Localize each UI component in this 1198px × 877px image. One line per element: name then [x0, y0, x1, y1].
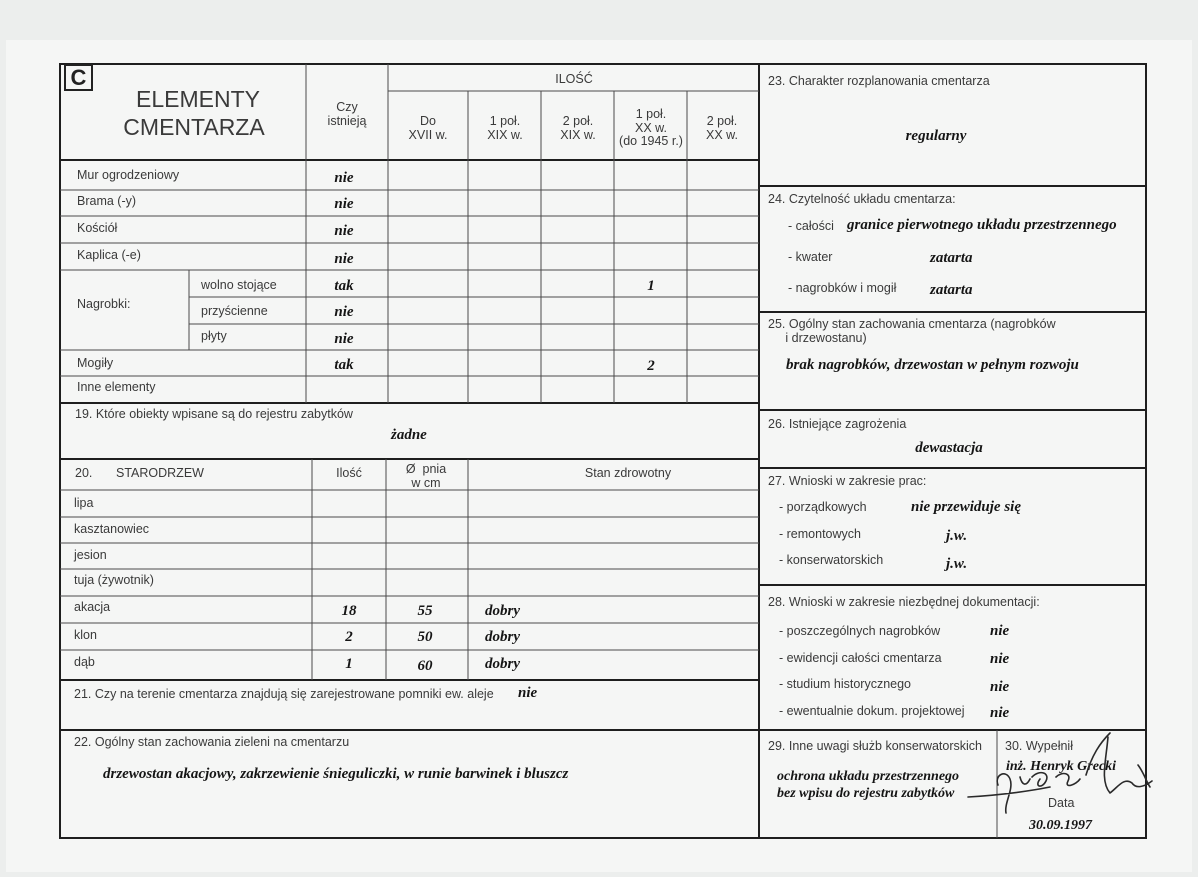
q24-item-label: - nagrobków i mogił — [788, 281, 897, 295]
tree-name: kasztanowiec — [74, 522, 150, 536]
q28-label: 28. Wnioski w zakresie niezbędnej dokumentacji: — [768, 595, 1040, 609]
element-row-label: Brama (-y) — [77, 194, 137, 208]
period-header-5: 2 poł. XX w. — [706, 114, 738, 142]
q28-item-label: - poszczególnych nagrobków — [779, 624, 941, 638]
q20-count-header: Ilość — [336, 466, 362, 480]
q28-item-label: - studium historycznego — [779, 677, 912, 691]
element-row-label: Kaplica (-e) — [77, 248, 141, 262]
element-row-label: Mogiły — [77, 356, 114, 370]
q27-item-answer: j.w. — [946, 528, 968, 544]
exists-column-header: Czy istnieją — [327, 100, 367, 128]
tree-diameter: 60 — [417, 658, 433, 674]
tree-count: 2 — [345, 629, 353, 645]
element-row-label: Inne elementy — [77, 380, 156, 394]
q19-answer: żadne — [391, 427, 427, 443]
q28-item-label: - ewentualnie dokum. projektowej — [779, 704, 965, 718]
q23-label: 23. Charakter rozplanowania cmentarza — [768, 74, 990, 88]
tree-name: lipa — [74, 496, 94, 510]
elements-title-line2: CMENTARZA — [123, 114, 265, 140]
element-row-count: 1 — [647, 278, 655, 294]
element-row-label: Mur ogrodzeniowy — [77, 168, 180, 182]
q29-answer-line2: bez wpisu do rejestru zabytków — [777, 786, 955, 801]
q24-item-answer: zatarta — [930, 282, 973, 298]
q25-answer: brak nagrobków, drzewostan w pełnym rozwoju — [786, 357, 1079, 373]
q24-item-label: - kwater — [788, 250, 833, 264]
element-row-exists: tak — [334, 278, 354, 294]
q27-item-answer: j.w. — [946, 556, 968, 572]
tree-diameter: 55 — [417, 603, 433, 619]
q24-item-label: - całości — [788, 219, 834, 233]
tree-health: dobry — [485, 656, 520, 672]
element-row-exists: nie — [334, 196, 354, 212]
q27-item-label: - remontowych — [779, 527, 861, 541]
element-row-exists: tak — [334, 357, 354, 373]
q20-title: STARODRZEW — [116, 466, 204, 480]
q22-label: 22. Ogólny stan zachowania zieleni na cmentarzu — [74, 735, 350, 749]
period-header-4: 1 poł. XX w. (do 1945 r.) — [619, 107, 683, 148]
tree-health: dobry — [485, 603, 520, 619]
element-row-label: przyścienne — [201, 304, 268, 318]
q28-item-answer: nie — [990, 705, 1010, 721]
q21-answer: nie — [518, 685, 538, 701]
q26-label: 26. Istniejące zagrożenia — [768, 417, 907, 431]
element-row-exists: nie — [334, 170, 354, 186]
q20-diameter-header: Ø pnia w cm — [405, 462, 447, 490]
tree-name: klon — [74, 628, 97, 642]
q25-label: 25. Ogólny stan zachowania cmentarza (nagrobków i drzewostanu) — [768, 317, 1056, 345]
q30-date-label: Data — [1048, 796, 1075, 810]
q29-answer-line1: ochrona układu przestrzennego — [777, 769, 960, 784]
tree-count: 18 — [341, 603, 357, 619]
q28-item-answer: nie — [990, 623, 1010, 639]
q29-label: 29. Inne uwagi służb konserwatorskich — [768, 739, 983, 753]
q21-label: 21. Czy na terenie cmentarza znajdują się zarejestrowane pomniki ew. aleje — [74, 687, 494, 701]
tree-name: tuja (żywotnik) — [74, 573, 154, 587]
element-row-label: Kościół — [77, 221, 118, 235]
q24-item-answer: zatarta — [930, 250, 973, 266]
q23-answer: regularny — [905, 128, 967, 144]
q26-answer: dewastacja — [915, 440, 983, 456]
element-row-count: 2 — [647, 358, 655, 374]
tree-diameter: 50 — [417, 629, 433, 645]
element-row-label: wolno stojące — [201, 278, 277, 292]
element-row-exists: nie — [334, 223, 354, 239]
period-header-1: Do XVII w. — [408, 114, 448, 142]
q22-answer: drzewostan akacjowy, zakrzewienie śnieguliczki, w runie barwinek i bluszcz — [103, 766, 569, 782]
elements-title-line1: ELEMENTY — [136, 86, 260, 112]
tree-name: akacja — [74, 600, 111, 614]
q20-number: 20. — [75, 466, 93, 480]
tree-health: dobry — [485, 629, 520, 645]
q30-date: 30.09.1997 — [1029, 818, 1092, 833]
tree-name: dąb — [74, 655, 95, 669]
q24-label: 24. Czytelność układu cmentarza: — [768, 192, 956, 206]
element-row-exists: nie — [334, 331, 354, 347]
period-header-3: 2 poł. XIX w. — [560, 114, 596, 142]
q27-item-label: - porządkowych — [779, 500, 867, 514]
element-row-label: płyty — [201, 329, 227, 343]
q28-item-answer: nie — [990, 651, 1010, 667]
section-letter-badge: C — [64, 64, 93, 91]
q24-item-answer: granice pierwotnego układu przestrzennego — [847, 217, 1117, 233]
q30-label: 30. Wypełnił — [1005, 739, 1073, 753]
q19-label: 19. Które obiekty wpisane są do rejestru zabytków — [75, 407, 353, 421]
element-row-exists: nie — [334, 304, 354, 320]
q27-label: 27. Wnioski w zakresie prac: — [768, 474, 927, 488]
q27-item-label: - konserwatorskich — [779, 553, 884, 567]
tree-name: jesion — [74, 548, 107, 562]
nagrobki-group-label: Nagrobki: — [77, 297, 131, 311]
tree-count: 1 — [345, 656, 353, 672]
handwritten-signature — [960, 725, 1165, 820]
q27-item-answer: nie przewiduje się — [911, 499, 1022, 515]
q30-name: inż. Henryk Grecki — [1006, 759, 1117, 774]
q28-item-answer: nie — [990, 679, 1010, 695]
q20-health-header: Stan zdrowotny — [584, 466, 672, 480]
element-row-exists: nie — [334, 251, 354, 267]
q28-item-label: - ewidencji całości cmentarza — [779, 651, 942, 665]
period-header-2: 1 poł. XIX w. — [487, 114, 523, 142]
ilosc-column-header: ILOŚĆ — [555, 72, 593, 86]
